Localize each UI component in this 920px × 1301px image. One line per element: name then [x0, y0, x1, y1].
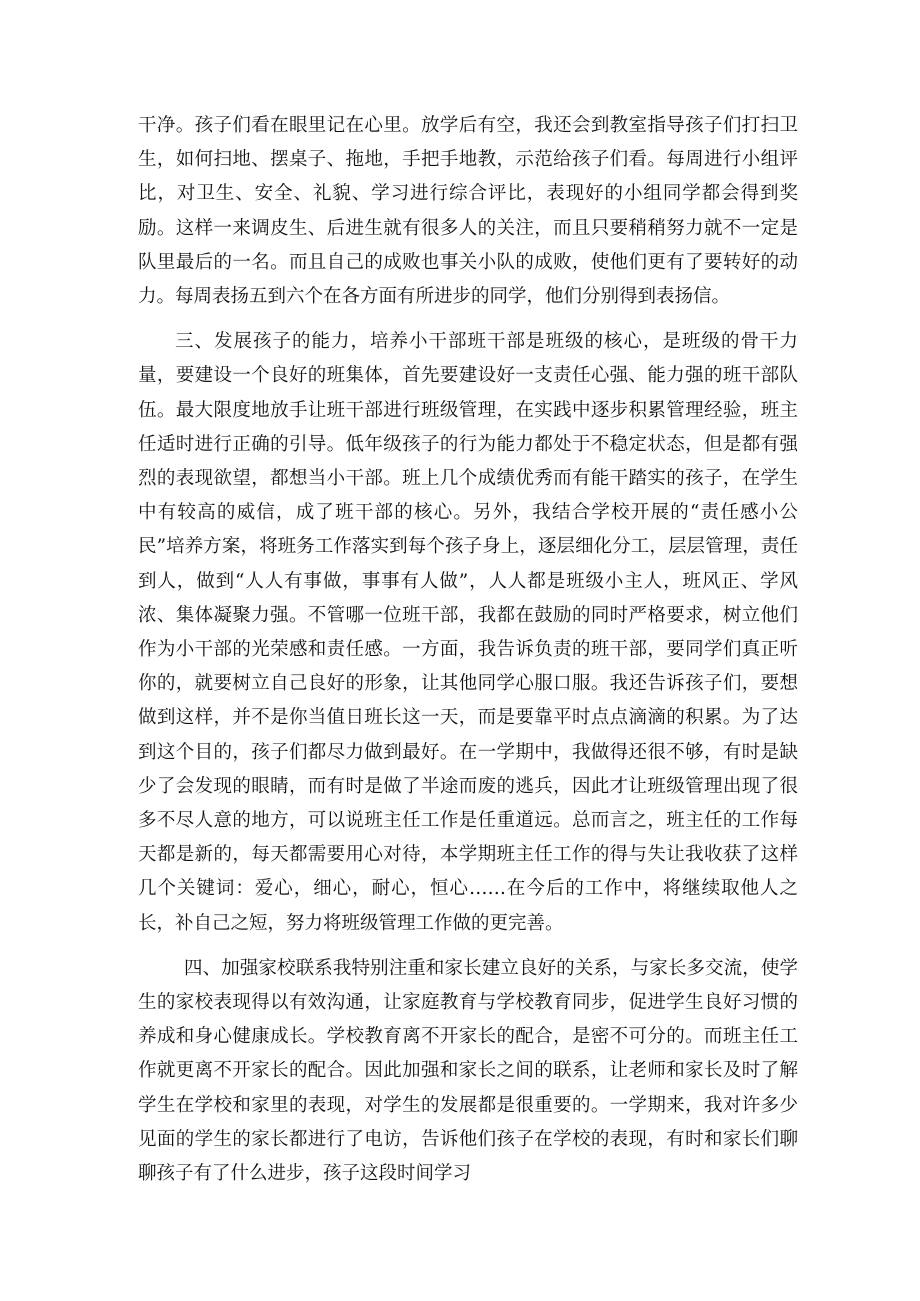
paragraph-continued: 干净。孩子们看在眼里记在心里。放学后有空，我还会到教室指导孩子们打扫卫生，如何扫地、摆桌子、拖地，手把手地教，示范给孩子们看。每周进行小组评比，对卫生、安全、礼貌、学习进行综合评比，表现好的小组同学都会得到奖励。这样一来调皮生、后进生就有很多人的关注，而且只要稍稍努力就不一定是队里最后的一名。而且自己的成败也事关小队的成败，使他们更有了要转好的动力。每周表扬五到六个在各方面有所进步的同学，他们分别得到表扬信。	[138, 115, 798, 308]
paragraph-section-three: 三、发展孩子的能力，培养小干部班干部是班级的核心，是班级的骨干力量，要建设一个良好的班集体，首先要建设好一支责任心强、能力强的班干部队伍。最大限度地放手让班干部进行班级管理，在实践中逐步积累管理经验，班主任适时进行正确的引导。低年级孩子的行为能力都处于不稳定状态，但是都有强烈的表现欲望，都想当小干部。班上几个成绩优秀而有能干踏实的孩子，在学生中有较高的威信，成了班干部的核心。另外，我结合学校开展的“责任感小公民”培养方案，将班务工作落实到每个孩子身上，逐层细化分工，层层管理，责任到人，做到“人人有事做，事事有人做”，人人都是班级小主人，班风正、学风浓、集体凝聚力强。不管哪一位班干部，我都在鼓励的同时严格要求，树立他们作为小干部的光荣感和责任感。一方面，我告诉负责的班干部，要同学们真正听你的，就要树立自己良好的形象，让其他同学心服口服。我还告诉孩子们，要想做到这样，并不是你当值日班长这一天，而是要靠平时点点滴滴的积累。为了达到这个目的，孩子们都尽力做到最好。在一学期中，我做得还很不够，有时是缺少了会发现的眼睛，而有时是做了半途而废的逃兵，因此才让班级管理出现了很多不尽人意的地方，可以说班主任工作是任重道远。总而言之，班主任的工作每天都是新的，每天都需要用心对待，本学期班主任工作的得与失让我收获了这样几个关键词：爱心，细心，耐心，恒心……在今后的工作中，将继续取他人之长，补自己之短，努力将班级管理工作做的更完善。	[138, 331, 798, 934]
paragraph-section-four: 四、加强家校联系我特别注重和家长建立良好的关系，与家长多交流，使学生的家校表现得以有效沟通，让家庭教育与学校教育同步，促进学生良好习惯的养成和身心健康成长。学校教育离不开家长的配合，是密不可分的。而班主任工作就更离不开家长的配合。因此加强和家长之间的联系，让老师和家长及时了解学生在学校和家里的表现，对学生的发展都是很重要的。一学期来，我对许多少见面的学生的家长都进行了电访，告诉他们孩子在学校的表现，有时和家长们聊聊孩子有了什么进步，孩子这段时间学习	[138, 957, 798, 1185]
document-body	[138, 109, 798, 1202]
